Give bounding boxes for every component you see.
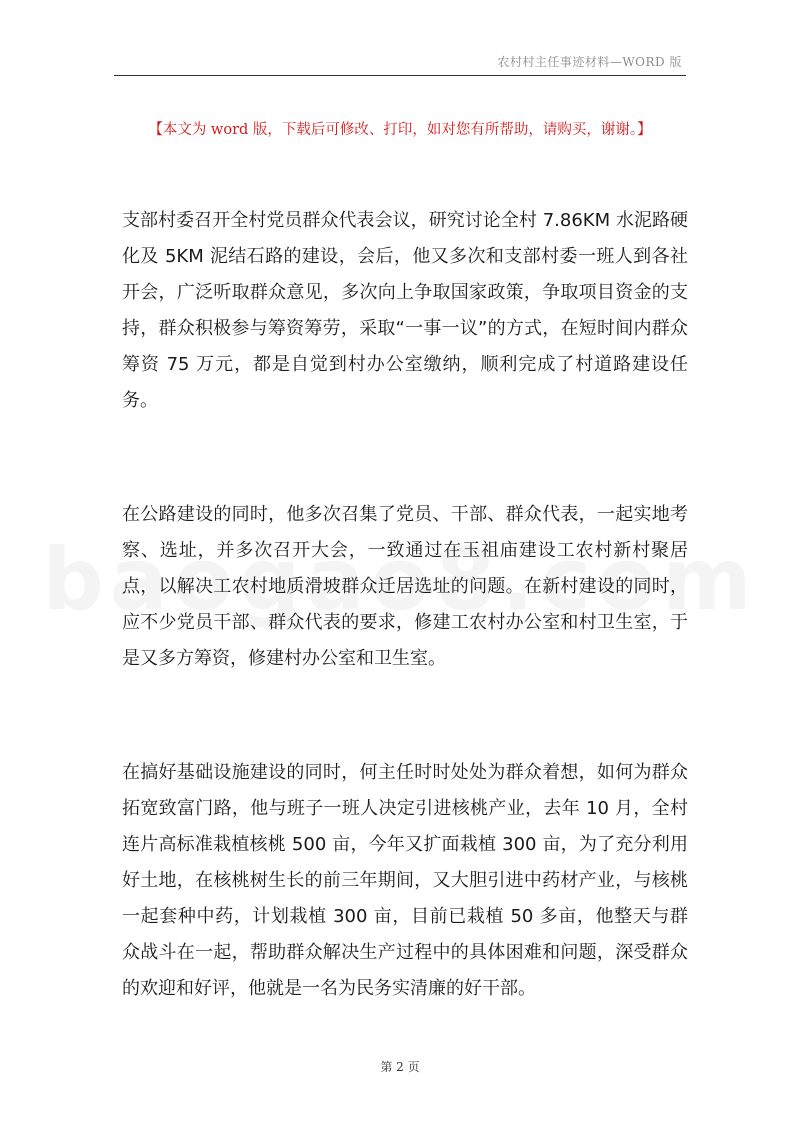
download-notice: 【本文为 word 版，下载后可修改、打印，如对您有所帮助，请购买，谢谢。】 — [148, 122, 652, 138]
header-divider — [114, 75, 686, 76]
paragraph-2: 在公路建设的同时，他多次召集了党员、干部、群众代表，一起实地考察、选址，并多次召开大会，一致通过在玉祖庙建设工农村新村聚居点，以解决工农村地质滑坡群众迁居选址的问题。在新村建设的同时，应不少党员干部、群众代表的要求，修建工农村办公室和村卫生室，于是又多方筹资，修建村办公室和卫生室。 — [122, 504, 688, 669]
running-header: 农村村主任事迹材料—WORD 版 — [497, 55, 682, 69]
paragraph-3: 在搞好基础设施建设的同时，何主任时时处处为群众着想，如何为群众拓宽致富门路，他与班子一班人决定引进核桃产业，去年 10 月，全村连片高标准栽植核桃 500 亩，今年又扩面栽植 300 亩，为了充分利用好土地，在核桃树生长的前三年期间，又大胆引进中药材产业，与核桃一起套种中药，计划栽植 300 亩，目前已栽植 50 多亩，他整天与群众战斗在一起，帮助群众解决生产过程中的具体困难和问题，深受群众的欢迎和好评，他就是一名为民务实清廉的好干部。 — [122, 762, 688, 999]
paragraph-1: 支部村委召开全村党员群众代表会议，研究讨论全村 7.86KM 水泥路硬化及 5KM 泥结石路的建设，会后，他又多次和支部村委一班人到各社开会，广泛听取群众意见，多次向上争取国家政策，争取项目资金的支持，群众积极参与筹资筹劳，采取“一事一议”的方式，在短时间内群众筹资 75 万元，都是自觉到村办公室缴纳，顺利完成了村道路建设任务。 — [122, 210, 688, 411]
page-number: 第 2 页 — [380, 1060, 420, 1074]
